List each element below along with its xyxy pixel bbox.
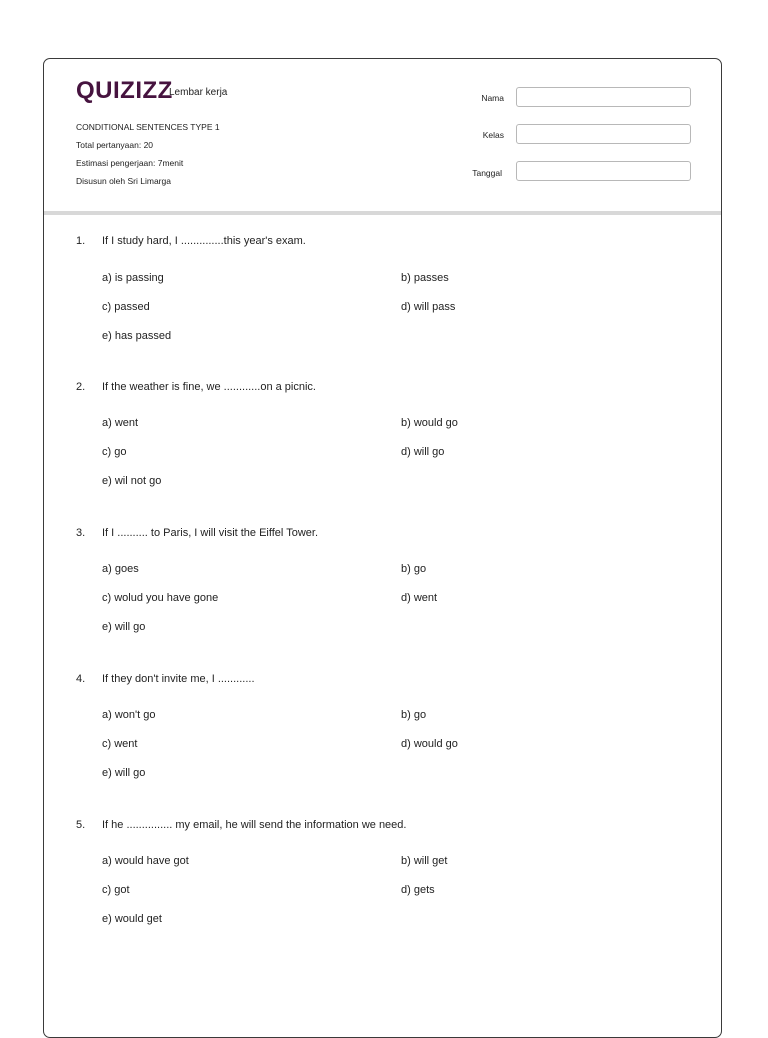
worksheet-subtitle: Lembar kerja bbox=[169, 87, 228, 98]
question-text: If I study hard, I ..............this year's exam. bbox=[102, 235, 306, 247]
question-text: If they don't invite me, I ............ bbox=[102, 673, 255, 685]
name-label: Nama bbox=[481, 93, 504, 103]
option-c[interactable]: c) passed bbox=[102, 301, 150, 313]
option-b[interactable]: b) will get bbox=[401, 855, 448, 867]
option-a[interactable]: a) would have got bbox=[102, 855, 189, 867]
question-text: If I .......... to Paris, I will visit the Eiffel Tower. bbox=[102, 527, 318, 539]
option-a[interactable]: a) went bbox=[102, 417, 139, 429]
option-c[interactable]: c) go bbox=[102, 446, 127, 458]
option-d[interactable]: d) went bbox=[401, 592, 438, 604]
option-d[interactable]: d) will go bbox=[401, 446, 445, 458]
option-b[interactable]: b) go bbox=[401, 563, 427, 575]
worksheet bbox=[43, 58, 722, 1038]
option-b[interactable]: b) passes bbox=[401, 272, 449, 284]
date-field[interactable] bbox=[516, 161, 691, 181]
quizizz-logo: QUIZIZZ bbox=[76, 77, 173, 104]
worksheet-header bbox=[44, 59, 721, 215]
question-text: If he ............... my email, he will send the information we need. bbox=[102, 819, 407, 831]
option-d[interactable]: d) gets bbox=[401, 884, 435, 896]
name-field[interactable] bbox=[516, 87, 691, 107]
option-c[interactable]: c) wolud you have gone bbox=[102, 592, 219, 604]
option-b[interactable]: b) go bbox=[401, 709, 427, 721]
option-a[interactable]: a) goes bbox=[102, 563, 139, 575]
question-number: 3. bbox=[76, 527, 86, 539]
class-label: Kelas bbox=[482, 130, 504, 140]
option-a[interactable]: a) is passing bbox=[102, 272, 164, 284]
option-e[interactable]: e) will go bbox=[102, 767, 146, 779]
question-number: 1. bbox=[76, 235, 86, 247]
option-e[interactable]: e) will go bbox=[102, 621, 146, 633]
question-number: 2. bbox=[76, 381, 86, 393]
question-number: 4. bbox=[76, 673, 86, 685]
option-b[interactable]: b) would go bbox=[401, 417, 458, 429]
date-label: Tanggal bbox=[472, 168, 502, 178]
option-e[interactable]: e) would get bbox=[102, 913, 162, 925]
question-number: 5. bbox=[76, 819, 86, 831]
total-questions: Total pertanyaan: 20 bbox=[76, 140, 154, 150]
quiz-title: CONDITIONAL SENTENCES TYPE 1 bbox=[76, 122, 220, 132]
question-text: If the weather is fine, we ............on a picnic. bbox=[102, 381, 316, 393]
option-a[interactable]: a) won't go bbox=[102, 709, 156, 721]
option-c[interactable]: c) went bbox=[102, 738, 138, 750]
option-d[interactable]: d) will pass bbox=[401, 301, 456, 313]
option-e[interactable]: e) wil not go bbox=[102, 475, 162, 487]
author: Disusun oleh Sri Limarga bbox=[76, 176, 171, 186]
class-field[interactable] bbox=[516, 124, 691, 144]
option-d[interactable]: d) would go bbox=[401, 738, 458, 750]
option-e[interactable]: e) has passed bbox=[102, 330, 172, 342]
option-c[interactable]: c) got bbox=[102, 884, 130, 896]
estimated-time: Estimasi pengerjaan: 7menit bbox=[76, 158, 184, 168]
